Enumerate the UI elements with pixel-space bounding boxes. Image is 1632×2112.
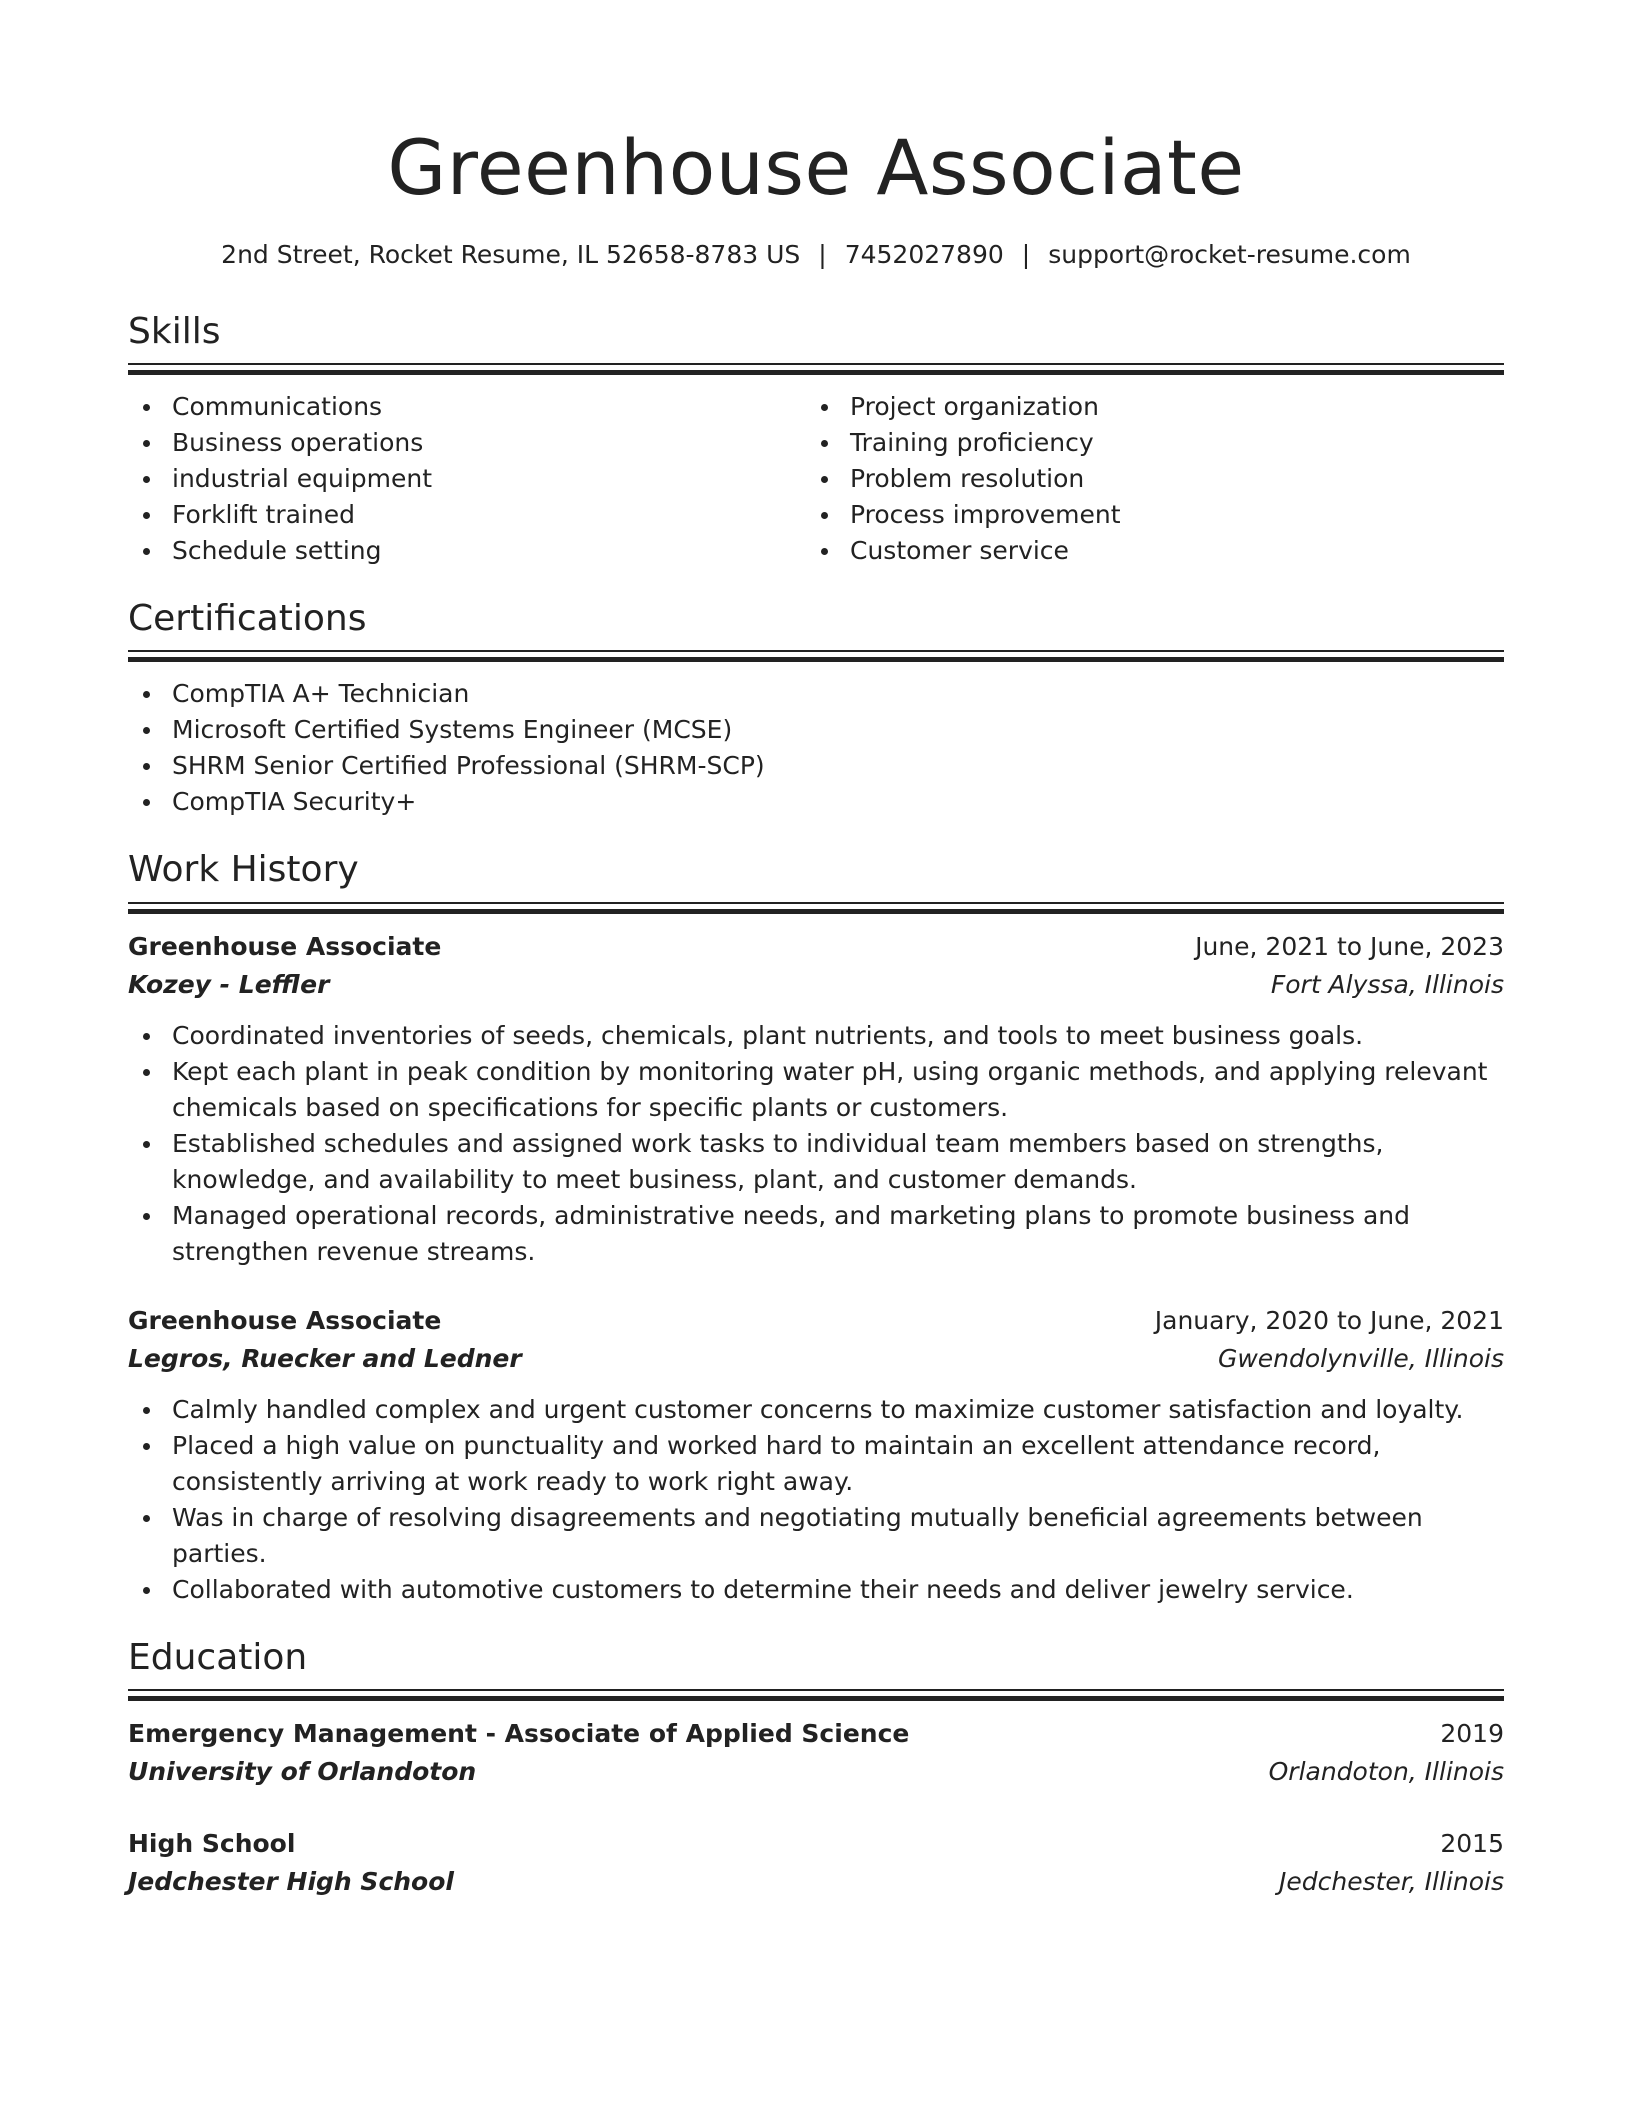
section-divider [128,363,1504,375]
skills-section [128,310,1504,569]
job-duty: Calmly handled complex and urgent customer concerns to maximize customer satisfaction and loyalty. [128,1392,1504,1428]
certification-item: CompTIA Security+ [128,784,1504,820]
job-header-row [128,1302,1504,1340]
section-title-skills: Skills [128,311,221,352]
education-degree: Emergency Management - Associate of Applied Science [128,1718,910,1748]
education-school-row [128,1863,1504,1901]
section-title-education: Education [128,1636,308,1678]
candidate-name: Greenhouse Associate [387,123,1245,212]
job-location: Fort Alyssa, Illinois [1270,969,1504,999]
job-company: Legros, Ruecker and Ledner [128,1343,522,1373]
education-header-row [128,1715,1504,1753]
section-divider [128,1689,1504,1701]
job-dates: June, 2021 to June, 2023 [1195,931,1504,961]
contact-address: 2nd Street, Rocket Resume, IL 52658-8783 US [221,240,801,269]
skill-item: Customer service [806,533,1484,569]
contact-phone: 7452027890 [844,240,1004,269]
job-company-row [128,966,1504,1004]
contact-email[interactable]: support@rocket-resume.com [1048,240,1411,269]
education-degree: High School [128,1828,296,1858]
section-title-work-history: Work History [128,849,359,891]
skill-item: Business operations [128,425,806,461]
education-location: Jedchester, Illinois [1279,1866,1504,1896]
education-location: Orlandoton, Illinois [1268,1756,1504,1786]
contact-line [128,240,1504,270]
education-entry [128,1825,1504,1901]
certification-item: CompTIA A+ Technician [128,676,1504,712]
job-duty: Was in charge of resolving disagreements and negotiating mutually beneficial agreements between parties. [128,1500,1504,1572]
skill-item: Communications [128,389,806,425]
skill-item: Process improvement [806,497,1484,533]
education-year: 2019 [1440,1718,1504,1748]
skills-list-left [128,389,806,569]
contact-separator: | [818,240,827,269]
section-title-certifications: Certifications [128,598,367,640]
section-divider [128,650,1504,662]
skills-list-right [806,389,1484,569]
certification-item: Microsoft Certified Systems Engineer (MCSE) [128,712,1504,748]
job-duties-list [128,1392,1504,1608]
education-entry [128,1715,1504,1791]
job-entry [128,928,1504,1270]
job-title: Greenhouse Associate [128,1305,442,1335]
job-location: Gwendolynville, Illinois [1217,1343,1504,1373]
education-header-row [128,1825,1504,1863]
skill-item: Schedule setting [128,533,806,569]
work-history-section [128,848,1504,1607]
skills-columns [128,389,1504,569]
education-school: University of Orlandoton [128,1756,477,1786]
job-duty: Kept each plant in peak condition by monitoring water pH, using organic methods, and applying relevant chemicals based on specifications for specific plants or customers. [128,1054,1504,1126]
job-duty: Placed a high value on punctuality and worked hard to maintain an excellent attendance record, consistently arriving at work ready to work right away. [128,1428,1504,1500]
skill-item: Training proficiency [806,425,1484,461]
education-section [128,1636,1504,1901]
education-school-row [128,1753,1504,1791]
skill-item: Project organization [806,389,1484,425]
skill-item: Problem resolution [806,461,1484,497]
job-entry [128,1302,1504,1608]
job-duty: Managed operational records, administrative needs, and marketing plans to promote business and strengthen revenue streams. [128,1198,1504,1270]
job-title: Greenhouse Associate [128,931,442,961]
skill-item: industrial equipment [128,461,806,497]
contact-separator: | [1021,240,1031,269]
resume-page [128,118,1504,1901]
job-duties-list [128,1018,1504,1270]
certification-item: SHRM Senior Certified Professional (SHRM-SCP) [128,748,1504,784]
section-divider [128,902,1504,914]
certifications-list [128,676,1504,820]
job-dates: January, 2020 to June, 2021 [1154,1305,1504,1335]
job-company-row [128,1340,1504,1378]
certifications-section [128,597,1504,820]
job-duty: Coordinated inventories of seeds, chemicals, plant nutrients, and tools to meet business goals. [128,1018,1504,1054]
job-company: Kozey - Leffler [128,969,330,999]
skill-item: Forklift trained [128,497,806,533]
job-duty: Established schedules and assigned work tasks to individual team members based on strengths, knowledge, and availability to meet business, plant, and customer demands. [128,1126,1504,1198]
job-header-row [128,928,1504,966]
education-year: 2015 [1440,1828,1504,1858]
job-duty: Collaborated with automotive customers to determine their needs and deliver jewelry service. [128,1572,1504,1608]
education-school: Jedchester High School [128,1866,454,1896]
